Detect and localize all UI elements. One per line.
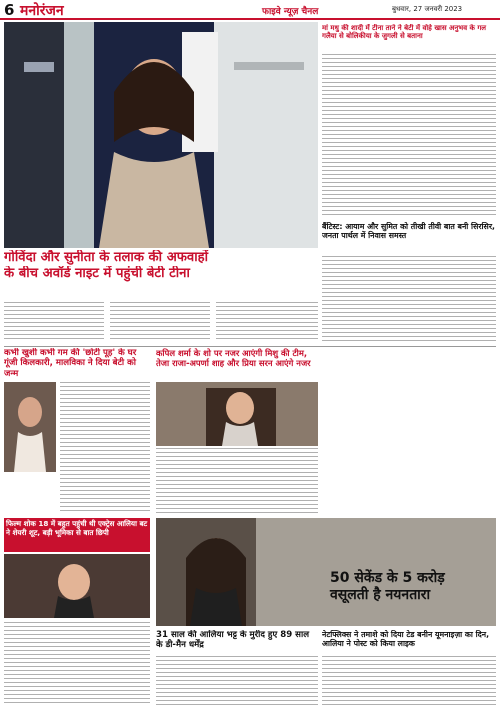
issue-date: बुधवार, 27 जनवरी 2023 xyxy=(392,5,463,13)
page-number: 6 xyxy=(4,1,15,19)
center-mid-headline: कपिल शर्मा के शो पर नजर आएंगी मिशु की टीम, तेजा राजा-अपर्णा शाह और प्रिया सरन आएंगे नजर xyxy=(156,348,311,369)
left-box-body xyxy=(4,622,150,704)
left-box-photo xyxy=(4,554,150,618)
bottom-right-headline: नेटफ्लिक्स ने तमाशे को दिया टेड बनीन यूमनाइज़ा का दिन, आलिया ने पोस्ट को किया लाइक xyxy=(322,630,490,649)
center-mid-photo xyxy=(156,382,318,446)
bottom-center-body xyxy=(156,656,318,706)
right-top-body xyxy=(322,54,496,218)
center-mid-body xyxy=(156,448,318,514)
section-title: मनोरंजन xyxy=(20,3,64,19)
main-headline-line1: गोविंदा और सुनीता के तलाक की अफवाहों xyxy=(4,250,209,265)
left-box-headline: फिल्म शोक 18 में बहुत पहुंची थी एक्ट्रेस आलिया बट ने शेयरी शूट, बड़ी भूमिका से बात छिपी xyxy=(4,518,150,552)
main-article-column2 xyxy=(110,302,210,342)
left-mid-photo xyxy=(4,382,56,472)
main-article-column1 xyxy=(4,302,104,342)
center-mid-story xyxy=(156,348,318,514)
bottom-right-body xyxy=(322,656,496,706)
right-top-story xyxy=(322,24,496,218)
main-article-column3 xyxy=(216,302,318,342)
nayanthara-headline xyxy=(330,570,496,626)
left-mid-headline: कभी खुशी कभी गम की 'छोटी पूह' के घर गूंजी किलकारी, मालविका ने दिया बेटी को जन्म xyxy=(4,348,137,379)
nayanthara-headline-line1: 50 सेकेंड के 5 करोड़ xyxy=(330,570,445,586)
right-mid-headline: बैंटिस्ट: आयाम और सुमित को तीखी तीवी बात बनी सिरसिर, जनता पार्थल में निवास समस्त xyxy=(322,222,495,241)
left-mid-story xyxy=(4,348,150,514)
bottom-right-story xyxy=(322,630,496,706)
main-headline-line2: के बीच अवॉर्ड नाइट में पहुंची बेटी टीना xyxy=(4,265,190,281)
bottom-center-headline: 31 साल की आलिया भट्ट के मुरीद हुए 89 साल के डी-मैन धर्मेंद्र xyxy=(156,630,310,651)
nayanthara-headline-line2: वसूलती है नयनतारा xyxy=(330,586,431,603)
main-photo xyxy=(4,22,318,248)
right-mid-body xyxy=(322,256,496,344)
main-article-body xyxy=(4,302,318,342)
divider xyxy=(4,346,496,347)
bottom-center-story xyxy=(156,630,318,706)
brand-name: फाइवे न्यूज़ चैनल xyxy=(262,7,319,17)
page-header xyxy=(0,0,500,20)
right-top-headline: मां मधु की शादी में टीना ताने ने बेटी में वोहे खास अनुभव के गल गलैया से बोलिकीया के जुगली से बताना xyxy=(322,24,487,41)
left-mid-body xyxy=(60,382,150,512)
right-mid-story xyxy=(322,222,496,344)
main-headline xyxy=(4,250,318,300)
left-box-story xyxy=(4,518,150,704)
